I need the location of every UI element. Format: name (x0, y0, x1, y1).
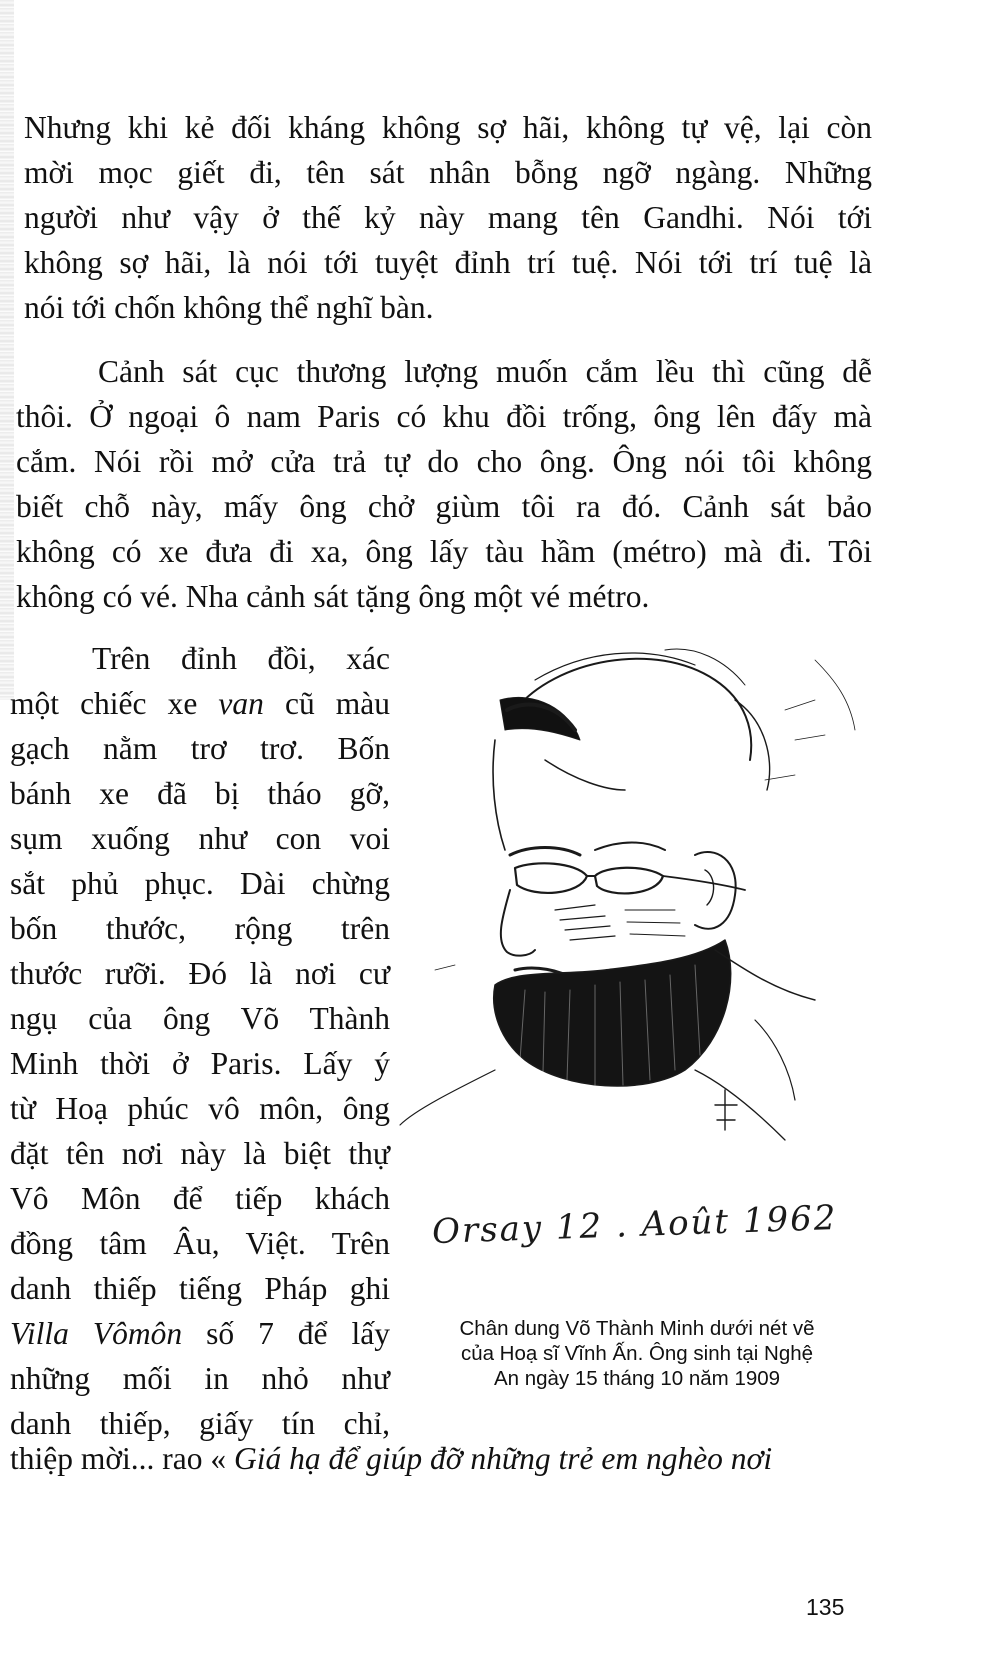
portrait-sketch (395, 640, 875, 1160)
text-line: đặt tên nơi này là biệt thự (10, 1136, 390, 1171)
caption-line: Chân dung Võ Thành Minh dưới nét vẽ (459, 1317, 815, 1340)
italic-phrase: Villa Vômôn (10, 1316, 183, 1351)
text-line: mời mọc giết đi, tên sát nhân bỗng ngỡ ngàng. Những (24, 155, 872, 190)
paragraph-1 (24, 105, 872, 330)
text-run: thiệp mời... rao « (10, 1441, 234, 1476)
text-run: số 7 để lấy (182, 1316, 390, 1351)
text-line: biết chỗ này, mấy ông chở giùm tôi ra đó. Cảnh sát bảo (16, 489, 872, 524)
text-run: cũ màu (263, 686, 390, 721)
italic-word: van (218, 686, 264, 721)
text-line: bánh xe đã bị tháo gỡ, (10, 776, 390, 811)
text-line: Cảnh sát cục thương lượng muốn cắm lều thì cũng dễ (98, 354, 872, 389)
italic-quote: Giá hạ để giúp đỡ những trẻ em nghèo nơi (234, 1441, 773, 1476)
text-line: không sợ hãi, là nói tới tuyệt đỉnh trí tuệ. Nói tới trí tuệ là (24, 245, 872, 280)
text-line: sắt phủ phục. Dài chừng (10, 866, 390, 901)
text-line: danh thiếp tiếng Pháp ghi (10, 1271, 390, 1306)
text-line: không có xe đưa đi xa, ông lấy tàu hầm (métro) mà đi. Tôi (16, 534, 872, 569)
text-line (10, 1311, 390, 1356)
portrait-sketch-drawing (395, 640, 875, 1160)
text-line: bốn thước, rộng trên (10, 911, 390, 946)
scan-edge-shadow (0, 0, 14, 700)
caption-line: An ngày 15 tháng 10 năm 1909 (493, 1367, 781, 1390)
text-line (10, 1436, 872, 1481)
caption-line: của Hoạ sĩ Vĩnh Ấn. Ông sinh tại Nghệ (460, 1342, 814, 1365)
sketch-signature: Orsay 12 . Août 1962 (431, 1197, 839, 1253)
page-number: 135 (806, 1594, 845, 1620)
text-line: danh thiếp, giấy tín chỉ, (10, 1406, 390, 1441)
text-line: Vô Môn để tiếp khách (10, 1181, 390, 1216)
text-line: Nhưng khi kẻ đối kháng không sợ hãi, không tự vệ, lại còn (24, 110, 872, 145)
text-line: ngụ của ông Võ Thành (10, 1001, 390, 1036)
paragraph-4 (10, 1436, 872, 1481)
text-line: thước rưỡi. Đó là nơi cư (10, 956, 390, 991)
text-line: Minh thời ở Paris. Lấy ý (10, 1046, 390, 1081)
text-line: người như vậy ở thế kỷ này mang tên Gandhi. Nói tới (24, 200, 872, 235)
text-line: nói tới chốn không thể nghĩ bàn. (24, 290, 434, 325)
text-line (10, 681, 390, 726)
text-line: những mối in nhỏ như (10, 1361, 390, 1396)
text-line: cắm. Nói rồi mở cửa trả tự do cho ông. Ông nói tôi không (16, 444, 872, 479)
text-line: gạch nằm trơ trơ. Bốn (10, 731, 390, 766)
text-line: từ Hoạ phúc vô môn, ông (10, 1091, 390, 1126)
text-line: sụm xuống như con voi (10, 821, 390, 856)
text-line: không có vé. Nha cảnh sát tặng ông một vé métro. (16, 579, 650, 614)
text-run: một chiếc xe (10, 686, 219, 721)
paragraph-3 (10, 636, 390, 1446)
text-line: Trên đỉnh đồi, xác (92, 641, 390, 676)
figure-caption (398, 1316, 876, 1391)
text-line: thôi. Ở ngoại ô nam Paris có khu đồi trống, ông lên đấy mà (16, 399, 872, 434)
paragraph-2 (16, 349, 872, 619)
text-line: đồng tâm Âu, Việt. Trên (10, 1226, 390, 1261)
